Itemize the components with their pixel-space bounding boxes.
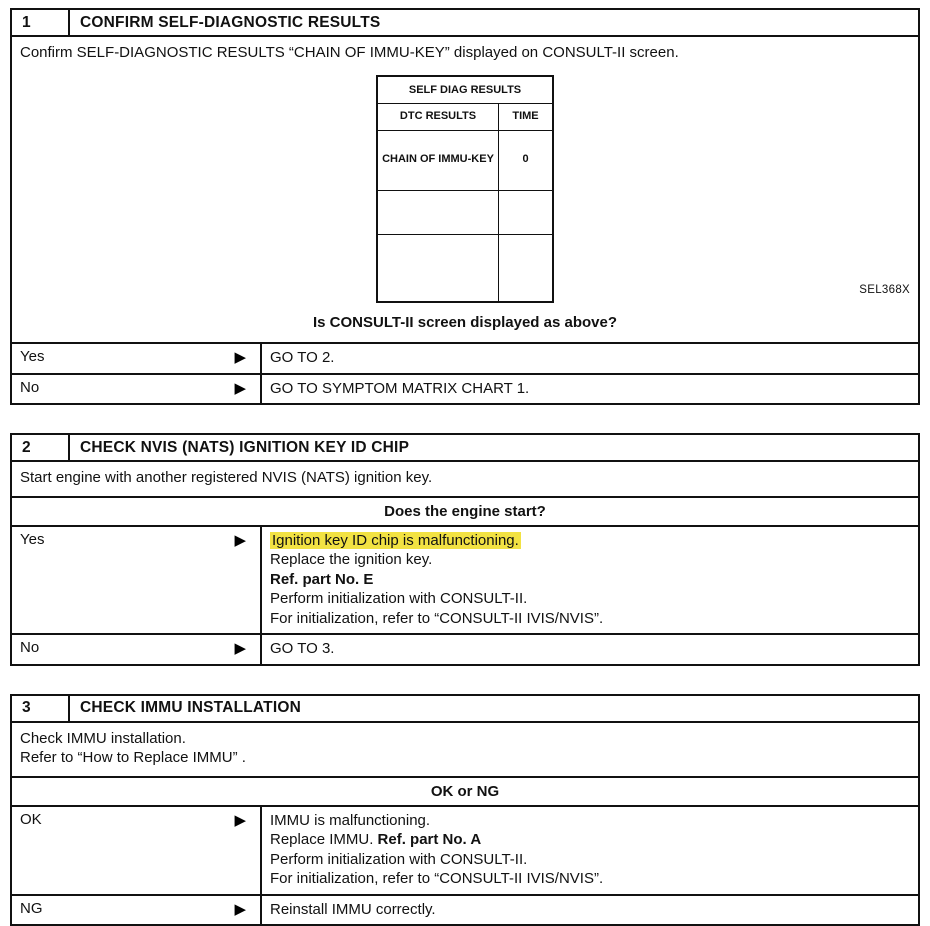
diagnostic-step-2 xyxy=(10,433,920,666)
diagnostic-step-3 xyxy=(10,694,920,926)
time-column-header: TIME xyxy=(499,104,552,130)
ng-result: Reinstall IMMU correctly. xyxy=(270,900,910,920)
step-2-number: 2 xyxy=(12,435,70,460)
yes-label: Yes xyxy=(20,348,44,365)
ref-part-line: Ref. part No. E xyxy=(270,570,910,590)
step-1-body xyxy=(12,37,918,342)
step-1-instruction: Confirm SELF-DIAGNOSTIC RESULTS “CHAIN OF IMMU-KEY” displayed on CONSULT-II screen. xyxy=(20,43,910,63)
step-3-number: 3 xyxy=(12,696,70,721)
step-2-yes-row xyxy=(12,525,918,634)
step-1-no-row xyxy=(12,373,918,404)
step-3-instruction: Check IMMU installation. xyxy=(20,729,910,749)
ref-part-line: Ref. part No. A xyxy=(378,831,482,848)
action-line: Replace IMMU. xyxy=(270,831,373,848)
arrow-right-icon: ▶ xyxy=(234,639,246,659)
yes-result: GO TO 2. xyxy=(270,348,910,368)
highlighted-diagnosis: Ignition key ID chip is malfunctioning. xyxy=(270,532,521,549)
action-line: For initialization, refer to “CONSULT-II IVIS/NVIS”. xyxy=(270,869,910,889)
action-line: Replace the ignition key. xyxy=(270,550,910,570)
step-2-title: CHECK NVIS (NATS) IGNITION KEY ID CHIP xyxy=(70,439,409,457)
figure-column-headers xyxy=(378,104,552,131)
step-2-question: Does the engine start? xyxy=(12,496,918,525)
figure-reference-code: SEL368X xyxy=(859,281,910,301)
dtc-value: CHAIN OF IMMU-KEY xyxy=(378,131,499,190)
empty-row xyxy=(378,191,552,235)
step-1-yes-row xyxy=(12,342,918,373)
step-3-ok-row xyxy=(12,805,918,894)
step-1-number: 1 xyxy=(12,10,70,35)
yes-label: Yes xyxy=(20,531,44,548)
arrow-right-icon: ▶ xyxy=(234,900,246,920)
dtc-result-row xyxy=(378,131,552,191)
time-value: 0 xyxy=(499,131,552,190)
ok-label: OK xyxy=(20,811,42,828)
figure-title: SELF DIAG RESULTS xyxy=(378,77,552,105)
dtc-results-column-header: DTC RESULTS xyxy=(378,104,499,130)
step-2-no-row xyxy=(12,633,918,664)
step-3-ng-row xyxy=(12,894,918,925)
step-3-reference: Refer to “How to Replace IMMU” . xyxy=(20,748,910,768)
arrow-right-icon: ▶ xyxy=(234,379,246,399)
action-line: Perform initialization with CONSULT-II. xyxy=(270,850,910,870)
diagnosis-line: IMMU is malfunctioning. xyxy=(270,811,910,831)
action-line: Perform initialization with CONSULT-II. xyxy=(270,589,910,609)
step-3-title: CHECK IMMU INSTALLATION xyxy=(70,699,301,717)
no-label: No xyxy=(20,639,39,656)
arrow-right-icon: ▶ xyxy=(234,531,246,551)
diagnostic-step-1 xyxy=(10,8,920,405)
empty-row xyxy=(378,235,552,301)
step-1-title: CONFIRM SELF-DIAGNOSTIC RESULTS xyxy=(70,14,380,32)
no-result: GO TO 3. xyxy=(270,639,910,659)
step-1-header xyxy=(12,10,918,37)
ng-label: NG xyxy=(20,900,43,917)
step-2-instruction: Start engine with another registered NVIS (NATS) ignition key. xyxy=(20,468,910,488)
step-1-question: Is CONSULT-II screen displayed as above? xyxy=(20,313,910,333)
no-label: No xyxy=(20,379,39,396)
step-2-body xyxy=(12,462,918,496)
step-3-body xyxy=(12,723,918,776)
arrow-right-icon: ▶ xyxy=(234,811,246,831)
arrow-right-icon: ▶ xyxy=(234,348,246,368)
consult-screen-figure-wrap xyxy=(20,75,910,303)
step-3-question: OK or NG xyxy=(12,776,918,805)
step-3-header xyxy=(12,696,918,723)
no-result: GO TO SYMPTOM MATRIX CHART 1. xyxy=(270,379,910,399)
step-2-header xyxy=(12,435,918,462)
consult-screen-figure xyxy=(376,75,554,303)
action-line: For initialization, refer to “CONSULT-II IVIS/NVIS”. xyxy=(270,609,910,629)
